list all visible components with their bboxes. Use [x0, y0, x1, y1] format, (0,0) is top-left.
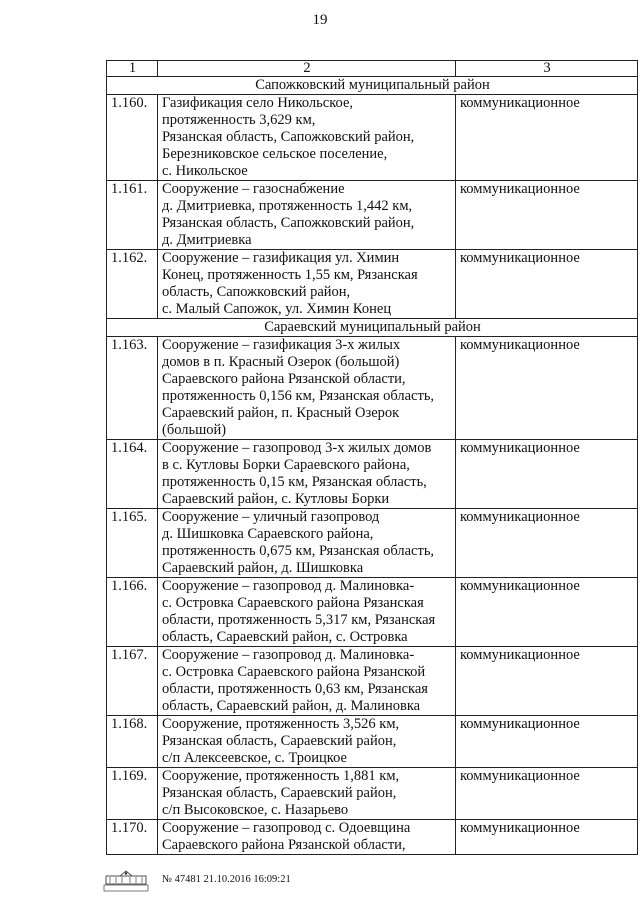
- row-type: коммуникационное: [456, 716, 638, 768]
- section-title: Сараевский муниципальный район: [107, 319, 638, 337]
- row-number: 1.165.: [107, 509, 158, 578]
- row-description: Сооружение – газоснабжение д. Дмитриевка, протяженность 1,442 км, Рязанская область, Сапожковский район, д. Дмитриевка: [158, 181, 456, 250]
- row-description: Сооружение – газификация 3-х жилых домов в п. Красный Озерок (большой) Сараевского района Рязанской области, протяженность 0,156 км, Рязанская область, Сараевский район, п. Красный Озерок (большой): [158, 337, 456, 440]
- row-type: коммуникационное: [456, 250, 638, 319]
- row-description: Сооружение, протяженность 3,526 км, Рязанская область, Сараевский район, с/п Алексеевское, с. Троицкое: [158, 716, 456, 768]
- header-col-1: 1: [107, 61, 158, 77]
- row-type: коммуникационное: [456, 509, 638, 578]
- row-description: Сооружение – уличный газопровод д. Шишковка Сараевского района, протяженность 0,675 км, Рязанская область, Сараевский район, д. Шишковка: [158, 509, 456, 578]
- row-number: 1.160.: [107, 95, 158, 181]
- page-number: 19: [312, 12, 328, 28]
- property-table: [106, 60, 638, 855]
- row-type: коммуникационное: [456, 647, 638, 716]
- row-type: коммуникационное: [456, 578, 638, 647]
- section-title: Сапожковский муниципальный район: [107, 77, 638, 95]
- table-row: [107, 95, 638, 181]
- table-row: [107, 509, 638, 578]
- row-number: 1.162.: [107, 250, 158, 319]
- row-type: коммуникационное: [456, 820, 638, 855]
- row-description: Сооружение – газопровод д. Малиновка- с. Островка Сараевского района Рязанской области, протяженность 0,63 км, Рязанская область, Сараевский район, д. Малиновка: [158, 647, 456, 716]
- row-type: коммуникационное: [456, 337, 638, 440]
- table-row: [107, 820, 638, 855]
- table-header-row: [107, 61, 638, 77]
- table-row: [107, 647, 638, 716]
- row-type: коммуникационное: [456, 440, 638, 509]
- government-emblem-stamp: [100, 870, 152, 892]
- row-type: коммуникационное: [456, 768, 638, 820]
- section-header-row: [107, 319, 638, 337]
- row-description: Сооружение – газопровод с. Одоевщина Сараевского района Рязанской области,: [158, 820, 456, 855]
- row-number: 1.168.: [107, 716, 158, 768]
- row-type: коммуникационное: [456, 95, 638, 181]
- section-header-row: [107, 77, 638, 95]
- document-registration-id: № 47481 21.10.2016 16:09:21: [162, 874, 291, 885]
- row-description: Сооружение – газопровод д. Малиновка- с. Островка Сараевского района Рязанская области, протяженность 5,317 км, Рязанская область, Сараевский район, с. Островка: [158, 578, 456, 647]
- header-col-2: 2: [158, 61, 456, 77]
- table-row: [107, 337, 638, 440]
- table-row: [107, 250, 638, 319]
- row-number: 1.163.: [107, 337, 158, 440]
- row-description: Сооружение – газопровод 3-х жилых домов в с. Кутловы Борки Сараевского района, протяженность 0,15 км, Рязанская область, Сараевский район, с. Кутловы Борки: [158, 440, 456, 509]
- table-row: [107, 716, 638, 768]
- row-description: Сооружение, протяженность 1,881 км, Рязанская область, Сараевский район, с/п Высоковское, с. Назарьево: [158, 768, 456, 820]
- row-number: 1.167.: [107, 647, 158, 716]
- table-row: [107, 768, 638, 820]
- table-row: [107, 440, 638, 509]
- row-number: 1.164.: [107, 440, 158, 509]
- table-row: [107, 578, 638, 647]
- row-description: Сооружение – газификация ул. Химин Конец, протяженность 1,55 км, Рязанская область, Сапожковский район, с. Малый Сапожок, ул. Химин Конец: [158, 250, 456, 319]
- header-col-3: 3: [456, 61, 638, 77]
- row-description: Газификация село Никольское, протяженность 3,629 км, Рязанская область, Сапожковский район, Березниковское сельское поселение, с. Никольское: [158, 95, 456, 181]
- table-row: [107, 181, 638, 250]
- row-number: 1.170.: [107, 820, 158, 855]
- row-number: 1.169.: [107, 768, 158, 820]
- row-number: 1.161.: [107, 181, 158, 250]
- row-number: 1.166.: [107, 578, 158, 647]
- row-type: коммуникационное: [456, 181, 638, 250]
